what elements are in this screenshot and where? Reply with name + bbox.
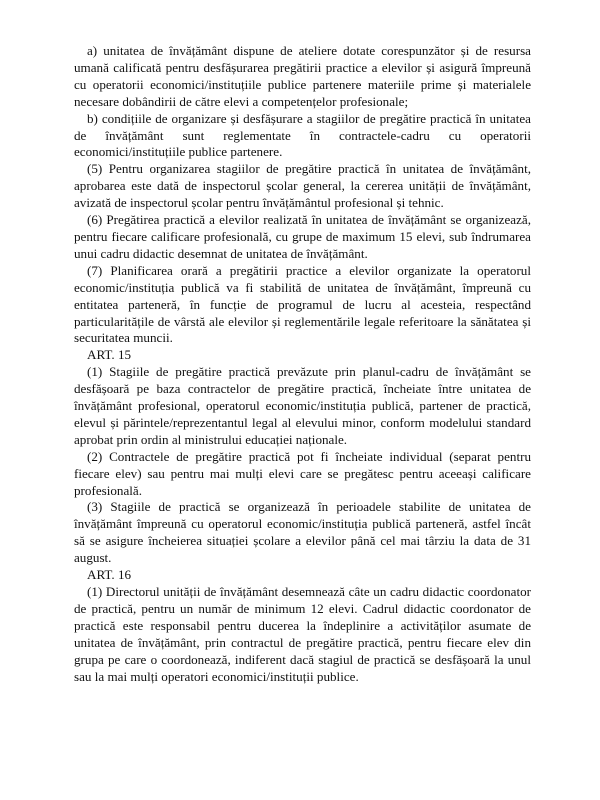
article-heading-16: ART. 16: [87, 567, 132, 583]
paragraph-15-3: (3) Stagiile de practică se organizează în perioadele stabilite de unitatea de învățământ împreună cu operatorul economic/instituția publică parteneră, astfel încât să se asigure încheierea situației școlare a elevilor până cel mai târziu la data de 31 august.: [74, 499, 531, 566]
paragraph-15-1: (1) Stagiile de pregătire practică prevăzute prin planul-cadru de învățământ se desfășoară pe baza contractelor de pregătire practică, încheiate între unitatea de învățământ profesional, operatorul economic/instituția publică, partener de practică, elevul și părintele/reprezentantul legal al elevului minor, conform modelului standard aprobat prin ordin al ministrului educației naționale.: [74, 364, 531, 447]
paragraph-15-2: (2) Contractele de pregătire practică pot fi încheiate individual (separat pentru fiecare elev) sau pentru mai mulți elevi care se pregătesc pentru aceeași calificare profesională.: [74, 448, 531, 498]
document-body: [74, 43, 531, 685]
paragraph-4a: a) unitatea de învățământ dispune de ateliere dotate corespunzător și de resursa umană calificată pentru desfășurarea pregătirii practice a elevilor și asigură împreună cu operatorii economici/instituțiile publice partenere materiile prime și materialele necesare dobândirii de către elevi a competențelor profesionale;: [74, 43, 531, 109]
paragraph-7: (7) Planificarea orară a pregătirii practice a elevilor organizate la operatorul economic/instituția publică va fi stabilită de unitatea de învățământ, împreună cu entitatea parteneră, în funcție de programul de lucru al acesteia, respectând particularitățile de vârstă ale elevilor și reglementările legale referitoare la sănătatea și securitatea muncii.: [74, 262, 531, 346]
article-heading-15: ART. 15: [87, 347, 132, 363]
paragraph-16-1: (1) Directorul unității de învățământ desemnează câte un cadru didactic coordonator de practică, pentru un număr de minimum 12 elevi. Cadrul didactic coordonator de practică este responsabil pentru ducerea la îndeplinire a activităților asumate de unitatea de învățământ, prin contractul de pregătire practică, pentru fiecare elev din grupa pe care o coordonează, indiferent dacă stagiul de practică se desfășoară la unul sau la mai mulți operatori economici/instituții publice.: [74, 584, 531, 684]
paragraph-6: (6) Pregătirea practică a elevilor realizată în unitatea de învățământ se organizează, pentru fiecare calificare profesională, cu grupe de maximum 15 elevi, sub îndrumarea unui cadru didactic desemnat de unitatea de învățământ.: [74, 212, 531, 261]
paragraph-4b: b) condițiile de organizare și desfășurare a stagiilor de pregătire practică în unitatea de învățământ sunt reglementate în contractele-cadru cu operatorii economici/instituțiile publice partenere.: [74, 110, 531, 160]
paragraph-5: (5) Pentru organizarea stagiilor de pregătire practică în unitatea de învățământ, aprobarea este dată de inspectorul școlar general, la cererea unității de învățământ, avizată de inspectorul școlar pentru învățământul profesional și tehnic.: [74, 161, 531, 211]
